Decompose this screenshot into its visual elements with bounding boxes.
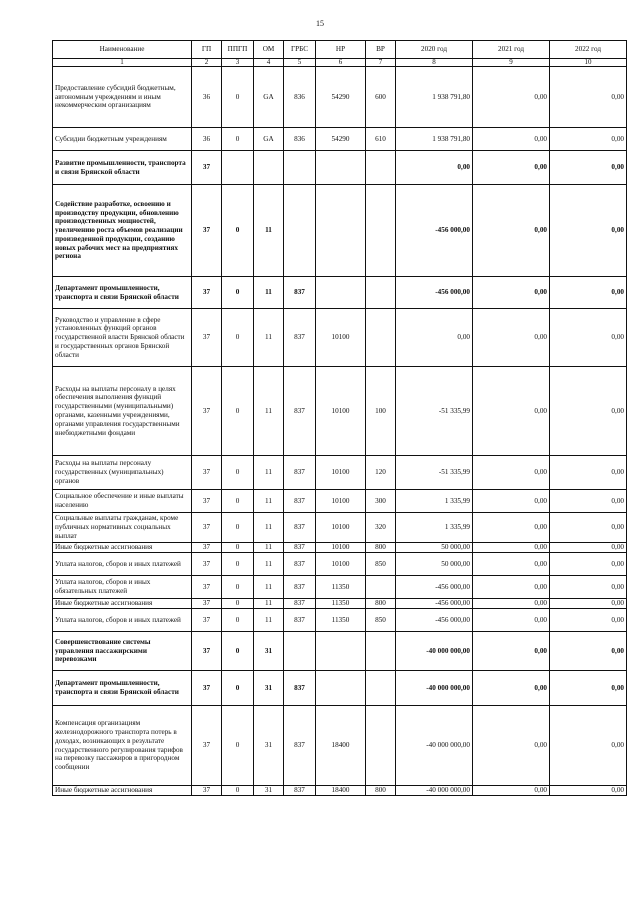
grbs-cell [284,151,316,185]
amount-2021-cell: 0,00 [473,67,550,128]
vr-cell: 610 [366,128,396,151]
ppgp-cell: 0 [222,553,254,576]
column-header: ППГП [222,41,254,59]
vr-cell: 800 [366,599,396,609]
amount-2020-cell: 50 000,00 [396,543,473,553]
ppgp-cell: 0 [222,309,254,367]
gp-cell: 37 [192,513,222,543]
amount-2020-cell: 0,00 [396,151,473,185]
gp-cell: 37 [192,456,222,490]
column-number: 10 [550,59,627,67]
ppgp-cell: 0 [222,277,254,309]
grbs-cell: 837 [284,456,316,490]
row-name: Уплата налогов, сборов и иных обязательных платежей [53,576,192,599]
gp-cell: 37 [192,671,222,706]
grbs-cell: 837 [284,367,316,456]
column-number: 8 [396,59,473,67]
amount-2020-cell: -456 000,00 [396,609,473,632]
amount-2020-cell: -51 335,99 [396,367,473,456]
gp-cell: 37 [192,576,222,599]
vr-cell [366,576,396,599]
om-cell: GA [254,128,284,151]
vr-cell [366,185,396,277]
ppgp-cell: 0 [222,671,254,706]
grbs-cell: 837 [284,671,316,706]
nr-cell: 10100 [316,553,366,576]
om-cell [254,151,284,185]
amount-2022-cell: 0,00 [550,128,627,151]
amount-2021-cell: 0,00 [473,671,550,706]
amount-2021-cell: 0,00 [473,786,550,796]
vr-cell [366,632,396,671]
amount-2020-cell: -51 335,99 [396,456,473,490]
table-row [53,128,627,151]
column-number: 7 [366,59,396,67]
column-header: ГРБС [284,41,316,59]
grbs-cell: 837 [284,309,316,367]
vr-cell [366,706,396,786]
vr-cell: 600 [366,67,396,128]
amount-2022-cell: 0,00 [550,706,627,786]
gp-cell: 37 [192,309,222,367]
budget-table [52,40,627,796]
amount-2022-cell: 0,00 [550,671,627,706]
row-name: Содействие разработке, освоению и производству продукции, обновлению производственных мощностей, увеличению роста объемов реализации произведенной продукции, созданию новых рабочих мест на предприятиях региона [53,185,192,277]
vr-cell: 300 [366,490,396,513]
om-cell: 11 [254,309,284,367]
amount-2021-cell: 0,00 [473,185,550,277]
table-row [53,786,627,796]
gp-cell: 36 [192,67,222,128]
column-header: ГП [192,41,222,59]
table-row [53,706,627,786]
amount-2021-cell: 0,00 [473,151,550,185]
amount-2022-cell: 0,00 [550,553,627,576]
row-name: Иные бюджетные ассигнования [53,599,192,609]
table-row [53,151,627,185]
grbs-cell: 837 [284,786,316,796]
vr-cell: 800 [366,786,396,796]
table-row [53,513,627,543]
ppgp-cell: 0 [222,67,254,128]
column-number: 5 [284,59,316,67]
ppgp-cell: 0 [222,513,254,543]
nr-cell: 11350 [316,599,366,609]
nr-cell [316,185,366,277]
row-name: Уплата налогов, сборов и иных платежей [53,553,192,576]
ppgp-cell: 0 [222,706,254,786]
grbs-cell [284,185,316,277]
amount-2021-cell: 0,00 [473,367,550,456]
amount-2022-cell: 0,00 [550,277,627,309]
om-cell: 11 [254,609,284,632]
ppgp-cell: 0 [222,609,254,632]
amount-2021-cell: 0,00 [473,543,550,553]
om-cell: 11 [254,367,284,456]
table-row [53,456,627,490]
column-header: Наименование [53,41,192,59]
column-number: 6 [316,59,366,67]
amount-2022-cell: 0,00 [550,151,627,185]
om-cell: 31 [254,706,284,786]
amount-2021-cell: 0,00 [473,706,550,786]
amount-2021-cell: 0,00 [473,456,550,490]
gp-cell: 37 [192,490,222,513]
vr-cell [366,671,396,706]
ppgp-cell: 0 [222,576,254,599]
amount-2021-cell: 0,00 [473,609,550,632]
amount-2020-cell: 50 000,00 [396,553,473,576]
grbs-cell: 837 [284,609,316,632]
amount-2021-cell: 0,00 [473,513,550,543]
om-cell: 11 [254,490,284,513]
column-header: НР [316,41,366,59]
ppgp-cell: 0 [222,128,254,151]
grbs-cell: 837 [284,576,316,599]
amount-2021-cell: 0,00 [473,309,550,367]
column-header: 2022 год [550,41,627,59]
row-name: Руководство и управление в сфере установленных функций органов государственной власти Брянской области и государственных органов Брянской области [53,309,192,367]
om-cell: 11 [254,576,284,599]
nr-cell: 54290 [316,67,366,128]
vr-cell: 850 [366,609,396,632]
gp-cell: 37 [192,706,222,786]
table-row [53,490,627,513]
nr-cell: 11350 [316,576,366,599]
nr-cell: 11350 [316,609,366,632]
om-cell: 11 [254,543,284,553]
column-number: 4 [254,59,284,67]
column-header: ВР [366,41,396,59]
gp-cell: 37 [192,553,222,576]
amount-2020-cell: -40 000 000,00 [396,632,473,671]
om-cell: 11 [254,185,284,277]
grbs-cell: 837 [284,706,316,786]
vr-cell: 120 [366,456,396,490]
nr-cell [316,671,366,706]
table-row [53,67,627,128]
grbs-cell: 837 [284,277,316,309]
table-body [53,67,627,796]
amount-2021-cell: 0,00 [473,490,550,513]
amount-2022-cell: 0,00 [550,67,627,128]
vr-cell: 320 [366,513,396,543]
amount-2022-cell: 0,00 [550,632,627,671]
nr-cell: 18400 [316,786,366,796]
om-cell: GA [254,67,284,128]
amount-2020-cell: 1 335,99 [396,513,473,543]
grbs-cell: 837 [284,490,316,513]
amount-2022-cell: 0,00 [550,599,627,609]
vr-cell [366,151,396,185]
om-cell: 11 [254,277,284,309]
amount-2022-cell: 0,00 [550,576,627,599]
row-name: Уплата налогов, сборов и иных платежей [53,609,192,632]
column-number: 1 [53,59,192,67]
table-row [53,309,627,367]
row-name: Иные бюджетные ассигнования [53,543,192,553]
grbs-cell: 837 [284,599,316,609]
grbs-cell: 837 [284,513,316,543]
table-row [53,671,627,706]
nr-cell: 10100 [316,309,366,367]
ppgp-cell: 0 [222,632,254,671]
vr-cell: 800 [366,543,396,553]
row-name: Расходы на выплаты персоналу государственных (муниципальных) органов [53,456,192,490]
amount-2020-cell: -456 000,00 [396,576,473,599]
grbs-cell [284,632,316,671]
row-name: Развитие промышленности, транспорта и связи Брянской области [53,151,192,185]
om-cell: 11 [254,513,284,543]
column-header: ОМ [254,41,284,59]
ppgp-cell: 0 [222,599,254,609]
table-row [53,543,627,553]
amount-2020-cell: 1 335,99 [396,490,473,513]
nr-cell: 10100 [316,543,366,553]
ppgp-cell: 0 [222,456,254,490]
amount-2021-cell: 0,00 [473,576,550,599]
amount-2020-cell: 0,00 [396,309,473,367]
nr-cell [316,632,366,671]
om-cell: 11 [254,456,284,490]
om-cell: 11 [254,553,284,576]
amount-2022-cell: 0,00 [550,309,627,367]
gp-cell: 37 [192,277,222,309]
column-header: 2020 год [396,41,473,59]
row-name: Совершенствование системы управления пассажирскими перевозками [53,632,192,671]
row-name: Иные бюджетные ассигнования [53,786,192,796]
table-row [53,553,627,576]
amount-2020-cell: -456 000,00 [396,277,473,309]
amount-2021-cell: 0,00 [473,277,550,309]
row-name: Субсидии бюджетным учреждениям [53,128,192,151]
gp-cell: 37 [192,599,222,609]
nr-cell [316,151,366,185]
amount-2022-cell: 0,00 [550,367,627,456]
gp-cell: 37 [192,632,222,671]
row-name: Департамент промышленности, транспорта и связи Брянской области [53,277,192,309]
ppgp-cell: 0 [222,490,254,513]
ppgp-cell: 0 [222,786,254,796]
nr-cell [316,277,366,309]
amount-2020-cell: -456 000,00 [396,599,473,609]
nr-cell: 10100 [316,367,366,456]
gp-cell: 37 [192,609,222,632]
om-cell: 31 [254,671,284,706]
nr-cell: 10100 [316,490,366,513]
table-row [53,185,627,277]
amount-2022-cell: 0,00 [550,185,627,277]
column-number: 3 [222,59,254,67]
amount-2020-cell: 1 938 791,80 [396,67,473,128]
amount-2021-cell: 0,00 [473,553,550,576]
page-number: 15 [316,19,324,28]
amount-2022-cell: 0,00 [550,609,627,632]
grbs-cell: 836 [284,67,316,128]
vr-cell [366,309,396,367]
gp-cell: 36 [192,128,222,151]
amount-2020-cell: 1 938 791,80 [396,128,473,151]
gp-cell: 37 [192,543,222,553]
amount-2020-cell: -40 000 000,00 [396,671,473,706]
om-cell: 31 [254,632,284,671]
row-name: Департамент промышленности, транспорта и связи Брянской области [53,671,192,706]
nr-cell: 10100 [316,456,366,490]
amount-2022-cell: 0,00 [550,490,627,513]
table-row [53,632,627,671]
column-number-row [53,59,627,67]
amount-2021-cell: 0,00 [473,632,550,671]
gp-cell: 37 [192,151,222,185]
column-header: 2021 год [473,41,550,59]
vr-cell [366,277,396,309]
nr-cell: 54290 [316,128,366,151]
row-name: Предоставление субсидий бюджетным, автономным учреждениям и иным некоммерческим организациям [53,67,192,128]
table-row [53,277,627,309]
table-row [53,609,627,632]
ppgp-cell: 0 [222,543,254,553]
vr-cell: 100 [366,367,396,456]
ppgp-cell: 0 [222,367,254,456]
amount-2022-cell: 0,00 [550,513,627,543]
amount-2022-cell: 0,00 [550,786,627,796]
table-row [53,576,627,599]
ppgp-cell [222,151,254,185]
column-number: 2 [192,59,222,67]
gp-cell: 37 [192,185,222,277]
ppgp-cell: 0 [222,185,254,277]
row-name: Социальное обеспечение и иные выплаты населению [53,490,192,513]
table-row [53,367,627,456]
amount-2021-cell: 0,00 [473,128,550,151]
row-name: Расходы на выплаты персоналу в целях обеспечения выполнения функций государственными (муниципальными) органами, казенными учреждениями, органами управления государственными внебюджетными фондами [53,367,192,456]
grbs-cell: 837 [284,553,316,576]
om-cell: 11 [254,599,284,609]
amount-2020-cell: -40 000 000,00 [396,706,473,786]
grbs-cell: 836 [284,128,316,151]
amount-2022-cell: 0,00 [550,456,627,490]
nr-cell: 18400 [316,706,366,786]
table-header-row [53,41,627,59]
gp-cell: 37 [192,786,222,796]
amount-2020-cell: -456 000,00 [396,185,473,277]
row-name: Социальные выплаты гражданам, кроме публичных нормативных социальных выплат [53,513,192,543]
gp-cell: 37 [192,367,222,456]
grbs-cell: 837 [284,543,316,553]
row-name: Компенсация организациям железнодорожного транспорта потерь в доходах, возникающих в результате государственного регулирования тарифов на перевозку пассажиров в пригородном сообщении [53,706,192,786]
amount-2022-cell: 0,00 [550,543,627,553]
om-cell: 31 [254,786,284,796]
amount-2021-cell: 0,00 [473,599,550,609]
vr-cell: 850 [366,553,396,576]
nr-cell: 10100 [316,513,366,543]
table-row [53,599,627,609]
amount-2020-cell: -40 000 000,00 [396,786,473,796]
column-number: 9 [473,59,550,67]
